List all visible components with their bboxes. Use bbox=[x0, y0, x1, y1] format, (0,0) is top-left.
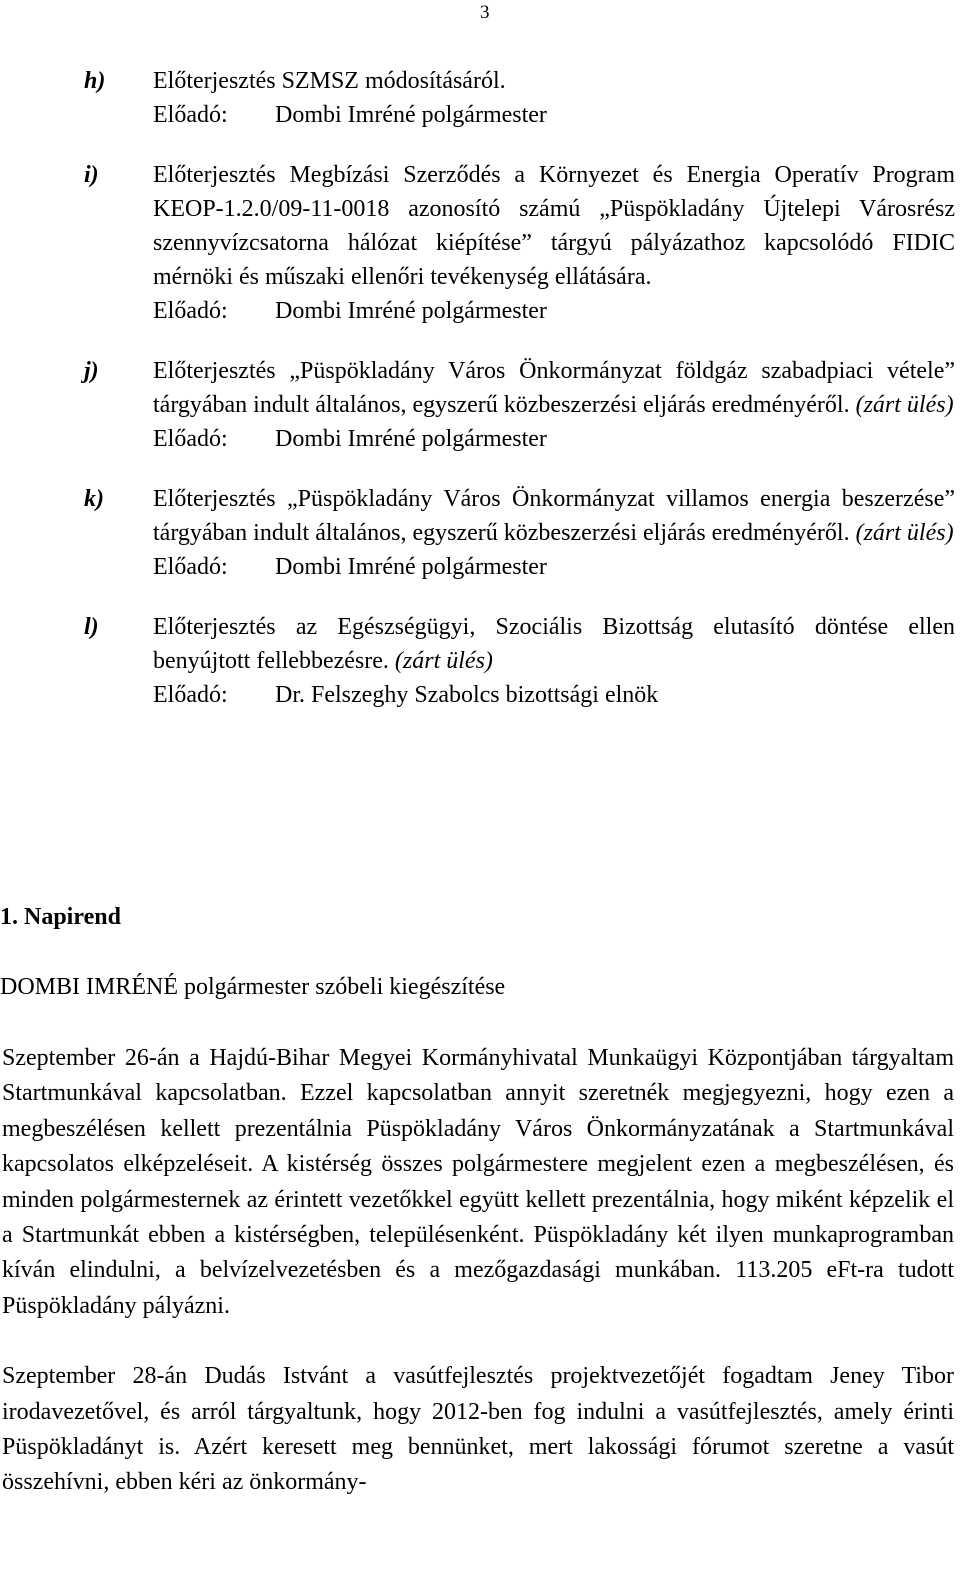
agenda-item-text bbox=[153, 482, 955, 550]
presenter-label: Előadó: bbox=[153, 682, 228, 708]
agenda-item-title: Előterjesztés „Püspökladány Város Önkormányzat földgáz szabadpiaci vétele” tárgyában indult általános, egyszerű közbeszerzési eljárás eredményéről. bbox=[153, 358, 955, 418]
body-text bbox=[2, 1041, 954, 1536]
agenda-item-j bbox=[0, 354, 960, 456]
paragraph: Szeptember 26-án a Hajdú-Bihar Megyei Kormányhivatal Munkaügyi Központjában tárgyaltam Startmunkával kapcsolatban. Ezzel kapcsolatban annyit szeretnék megjegyezni, hogy ezen a megbeszélésen kellett prezentálnia Püspökladány Város Önkormányzatának a Startmunkával kapcsolatos elképzeléseit. A kistérség összes polgármestere megjelent ezen a megbeszélésen, és minden polgármesternek az érintett vezetőkkel együtt kellett prezentálnia, hogy miként képzelik el a Startmunkát ebben a kistérségben, településenként. Püspökladány két ilyen munkaprogramban kíván elindulni, a belvízelvezetésben és a mezőgazdasági munkában. 113.205 eFt-ra tudott Püspökladány pályázni. bbox=[2, 1045, 954, 1319]
presenter-name: Dombi Imréné polgármester bbox=[275, 426, 547, 452]
agenda-item-body bbox=[153, 158, 955, 328]
agenda-item-title: Előterjesztés SZMSZ módosításáról. bbox=[153, 68, 506, 94]
agenda-item-letter: k) bbox=[84, 486, 104, 512]
presenter-name: Dombi Imréné polgármester bbox=[275, 298, 547, 324]
page-number: 3 bbox=[480, 2, 490, 23]
agenda-item-letter: j) bbox=[84, 358, 99, 384]
agenda-item-text bbox=[153, 158, 955, 294]
agenda-item-text bbox=[153, 610, 955, 678]
agenda-item-letter: i) bbox=[84, 162, 99, 188]
agenda-item-k bbox=[0, 482, 960, 584]
agenda-item-body bbox=[153, 354, 955, 456]
agenda-item-title: Előterjesztés az Egészségügyi, Szociális Bizottság elutasító döntése ellen benyújtott fellebbezésre. bbox=[153, 614, 955, 674]
agenda-item-text bbox=[153, 354, 955, 422]
agenda-item-presenter-line bbox=[153, 550, 955, 584]
agenda-item-i bbox=[0, 158, 960, 328]
presenter-label: Előadó: bbox=[153, 298, 228, 324]
agenda-item-presenter-line bbox=[153, 678, 955, 712]
agenda-list bbox=[0, 64, 960, 738]
agenda-item-h bbox=[0, 64, 960, 132]
presenter-label: Előadó: bbox=[153, 426, 228, 452]
presenter-name: Dombi Imréné polgármester bbox=[275, 554, 547, 580]
paragraph: Szeptember 28-án Dudás Istvánt a vasútfejlesztés projektvezetőjét fogadtam Jeney Tibor irodavezetővel, és arról tárgyaltunk, hogy 2012-ben fog indulni a vasútfejlesztés, amely érinti Püspökladányt is. Azért keresett meg bennünket, mert lakossági fórumot szeretne a vasút összehívni, ebben kéri az önkormány- bbox=[2, 1363, 954, 1496]
agenda-item-text bbox=[153, 64, 955, 98]
closed-session-note: (zárt ülés) bbox=[394, 648, 493, 674]
speaker-line: DOMBI IMRÉNÉ polgármester szóbeli kiegészítése bbox=[0, 974, 506, 1000]
section-heading: 1. Napirend bbox=[0, 904, 121, 930]
presenter-name: Dombi Imréné polgármester bbox=[275, 102, 547, 128]
agenda-item-title: Előterjesztés Megbízási Szerződés a Környezet és Energia Operatív Program KEOP-1.2.0/09-11-0018 azonosító számú „Püspökladány Újtelepi Városrész szennyvízcsatorna hálózat kiépítése” tárgyú pályázathoz kapcsolódó FIDIC mérnöki és műszaki ellenőri tevékenység ellátására. bbox=[153, 162, 955, 290]
agenda-item-body bbox=[153, 482, 955, 584]
presenter-label: Előadó: bbox=[153, 102, 228, 128]
closed-session-note: (zárt ülés) bbox=[855, 520, 954, 546]
agenda-item-presenter-line bbox=[153, 98, 955, 132]
agenda-item-letter: l) bbox=[84, 614, 99, 640]
agenda-item-letter: h) bbox=[84, 68, 106, 94]
closed-session-note: (zárt ülés) bbox=[855, 392, 954, 418]
agenda-item-l bbox=[0, 610, 960, 712]
agenda-item-presenter-line bbox=[153, 422, 955, 456]
agenda-item-title: Előterjesztés „Püspökladány Város Önkormányzat villamos energia beszerzése” tárgyában indult általános, egyszerű közbeszerzési eljárás eredményéről. bbox=[153, 486, 955, 546]
agenda-item-body bbox=[153, 64, 955, 132]
agenda-item-presenter-line bbox=[153, 294, 955, 328]
presenter-name: Dr. Felszeghy Szabolcs bizottsági elnök bbox=[275, 682, 659, 708]
presenter-label: Előadó: bbox=[153, 554, 228, 580]
agenda-item-body bbox=[153, 610, 955, 712]
